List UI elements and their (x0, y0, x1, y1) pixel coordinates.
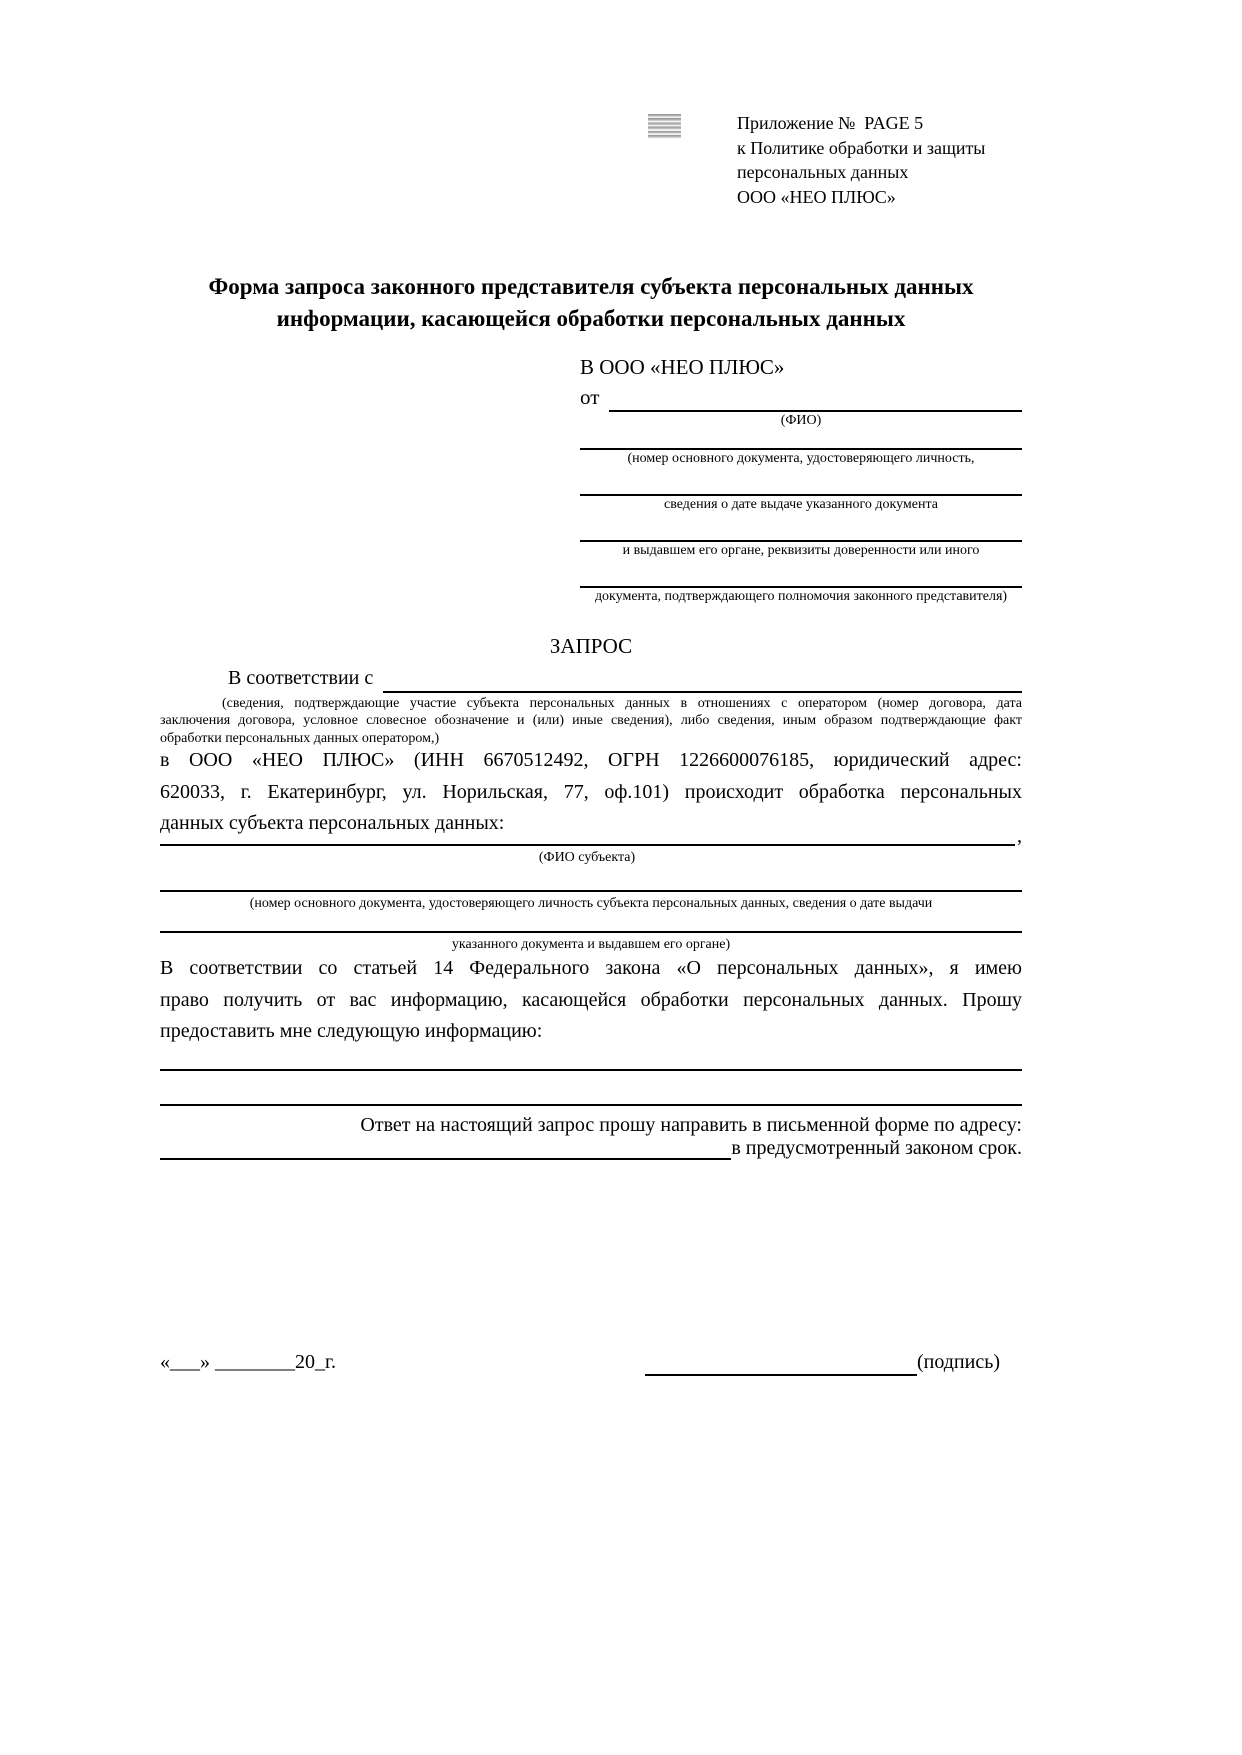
document-title-line: информации, касающейся обработки персональных данных (276, 306, 906, 331)
basis-smallprint (160, 695, 1022, 747)
reply-suffix: в предусмотренный законом срок. (731, 1137, 1022, 1159)
appendix-header-line: Приложение № PAGE 5 (737, 113, 924, 133)
issuer-caption: и выдавшем его органе, реквизиты доверенности или иного (622, 543, 980, 558)
appendix-header-line: персональных данных (737, 162, 909, 182)
from-row (580, 382, 1022, 412)
address-blank-line (160, 1140, 731, 1160)
subject-fio-comma: , (1017, 825, 1022, 847)
subject-doc-blank-line (160, 868, 1022, 892)
subject-fio-row (160, 826, 1022, 846)
issue-date-caption: сведения о дате выдаче указанного документа (664, 497, 938, 512)
law-paragraph-line: право получить от вас информацию, касающейся обработки персональных данных. Прошу (160, 988, 1022, 1011)
request-heading: ЗАПРОС (549, 634, 633, 658)
signature-blank-line (645, 1358, 917, 1376)
info-blank-line-2 (160, 1084, 1022, 1106)
doc-number-blank-line (580, 430, 1022, 450)
embedded-object-icon (648, 114, 681, 139)
issuer-blank-line (580, 514, 1022, 542)
appendix-header-line: к Политике обработки и защиты (737, 137, 986, 158)
law-paragraph (160, 953, 1022, 1048)
date-blank: «___» ________20_г. (160, 1351, 336, 1373)
basis-row (160, 663, 1022, 693)
subject-doc-blank-line-2 (160, 912, 1022, 933)
appendix-header (737, 111, 985, 209)
operator-paragraph-line: в ООО «НЕО ПЛЮС» (ИНН 6670512492, ОГРН 1226600076185, юридический адрес: (160, 749, 1022, 771)
law-paragraph-line: В соответствии со статьей 14 Федерального закона «О персональных данных», я имею (160, 957, 1022, 979)
appendix-header-line: ООО «НЕО ПЛЮС» (737, 186, 896, 207)
subject-fio-blank-line (160, 826, 1015, 846)
fio-caption: (ФИО) (780, 413, 822, 428)
basis-smallprint-line: заключения договора, условное словесное обозначение и (или) иные сведения), либо сведения, иным образом подтверждающие факт (160, 713, 1022, 729)
basis-blank-line (383, 663, 1022, 693)
basis-label: В соответствии с (228, 667, 374, 689)
basis-smallprint-line: обработки персональных данных оператором,) (160, 730, 440, 746)
fio-blank-line (609, 382, 1022, 412)
document-title-line: Форма запроса законного представителя субъекта персональных данных (208, 274, 974, 299)
doc-number-caption: (номер основного документа, удостоверяющего личность, (627, 451, 975, 466)
from-label: от (580, 385, 600, 409)
info-blank-line-1 (160, 1049, 1022, 1071)
addressee-to: В ООО «НЕО ПЛЮС» (580, 355, 785, 379)
basis-smallprint-line: (сведения, подтверждающие участие субъекта персональных данных в отношениях с оператором (номер договора, дата (222, 696, 1022, 711)
authority-doc-blank-line (580, 560, 1022, 588)
subject-doc-caption-2: указанного документа и выдавшем его органе) (451, 937, 731, 952)
document-title (160, 271, 1022, 335)
footer-row (160, 1348, 1022, 1376)
subject-fio-caption: (ФИО субъекта) (538, 850, 636, 865)
reply-address-row (160, 1136, 1022, 1160)
signature-group (645, 1348, 1000, 1376)
law-paragraph-line: предоставить мне следующую информацию: (160, 1020, 543, 1042)
authority-doc-caption: документа, подтверждающего полномочия законного представителя) (594, 589, 1008, 604)
subject-doc-caption: (номер основного документа, удостоверяющего личность субъекта персональных данных, сведения о дате выдачи (249, 896, 933, 911)
issue-date-blank-line (580, 468, 1022, 496)
operator-paragraph-line: данных субъекта персональных данных: (160, 812, 505, 834)
signature-caption: (подпись) (916, 1351, 1000, 1373)
reply-address-line: Ответ на настоящий запрос прошу направить в письменной форме по адресу: (360, 1114, 1022, 1136)
addressee-block (580, 352, 1022, 606)
operator-paragraph-line: 620033, г. Екатеринбург, ул. Норильская, 77, оф.101) происходит обработка персональных (160, 780, 1022, 803)
